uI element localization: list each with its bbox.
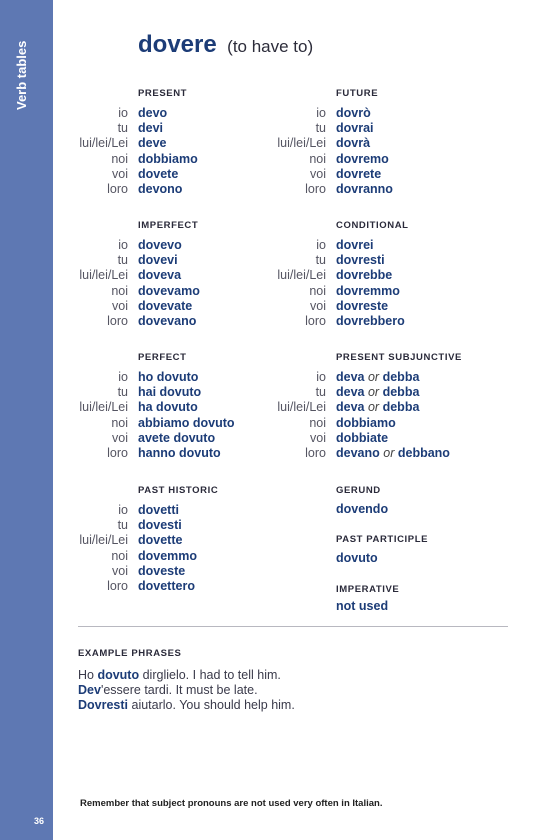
page-title — [138, 31, 313, 59]
section-divider — [78, 626, 508, 627]
verb-form: ho dovuto — [138, 370, 199, 384]
verb-form: deve — [138, 136, 167, 151]
tense-title: IMPERFECT — [138, 220, 199, 231]
pronoun: tu — [117, 121, 128, 136]
pronoun: lui/lei/Lei — [79, 268, 128, 283]
pronoun: lui/lei/Lei — [277, 268, 326, 283]
pronoun: io — [118, 503, 128, 517]
pronoun: lui/lei/Lei — [79, 533, 128, 548]
pronoun: io — [118, 106, 128, 120]
verb-form: devono — [138, 182, 183, 196]
verb-form: dovesti — [138, 518, 182, 533]
verb-form: ha dovuto — [138, 400, 198, 415]
verb-form: dovemmo — [138, 548, 198, 563]
pronoun: voi — [112, 166, 128, 181]
verb-form: doveste — [138, 563, 186, 578]
page-number: 36 — [34, 816, 45, 826]
pronoun: io — [316, 238, 326, 252]
verb-form: devo — [138, 106, 168, 120]
pronoun: loro — [107, 182, 128, 196]
pronoun: voi — [112, 430, 128, 445]
pronoun: io — [316, 370, 326, 384]
verb-form: devi — [138, 121, 164, 136]
pronoun: noi — [309, 283, 326, 298]
verb-meaning: (to have to) — [227, 37, 314, 56]
verb-form: deva or debba — [336, 385, 420, 400]
example-phrase: Ho dovuto dirglielo. I had to tell him. — [78, 668, 281, 682]
pronoun: lui/lei/Lei — [79, 400, 128, 415]
verb-form: dovevamo — [138, 283, 200, 298]
verb-form: dovrai — [336, 121, 374, 136]
verb-form: dovreste — [336, 298, 389, 313]
pronoun: loro — [107, 446, 128, 460]
pronoun: io — [118, 370, 128, 384]
verb-form: devano or debbano — [336, 446, 450, 460]
imperative-title: IMPERATIVE — [336, 584, 400, 595]
verb-infinitive: dovere — [138, 31, 217, 58]
pronoun: noi — [111, 151, 128, 166]
verb-form: dovettero — [138, 579, 195, 593]
tense-title: CONDITIONAL — [336, 220, 409, 231]
pronoun: noi — [309, 415, 326, 430]
verb-form: dobbiate — [336, 430, 389, 445]
verb-form: dobbiamo — [336, 415, 396, 430]
verb-form: dovette — [138, 533, 183, 548]
pronoun: tu — [117, 385, 128, 400]
example-phrase: Dev'essere tardi. It must be late. — [78, 683, 258, 697]
footnote: Remember that subject pronouns are not used very often in Italian. — [80, 798, 383, 809]
pronoun: noi — [111, 283, 128, 298]
verb-form: dovetti — [138, 503, 179, 517]
verb-form: dovremmo — [336, 283, 400, 298]
verb-form: dobbiamo — [138, 151, 198, 166]
gerund-title: GERUND — [336, 485, 381, 496]
example-phrases-title: EXAMPLE PHRASES — [78, 648, 182, 659]
imperative-value: not used — [336, 599, 389, 613]
example-phrase: Dovresti aiutarlo. You should help him. — [78, 698, 295, 712]
pronoun: voi — [112, 563, 128, 578]
pronoun: io — [118, 238, 128, 252]
verb-form: dovremo — [336, 151, 389, 166]
tense-title: PERFECT — [138, 352, 187, 363]
verb-form: dovrà — [336, 136, 371, 151]
gerund-value: dovendo — [336, 502, 389, 516]
pronoun: loro — [107, 314, 128, 328]
verb-form: hanno dovuto — [138, 446, 221, 460]
verb-form: doveva — [138, 268, 182, 283]
verb-form: dovete — [138, 166, 179, 181]
pronoun: loro — [107, 579, 128, 593]
pronoun: noi — [309, 151, 326, 166]
verb-form: dovrete — [336, 166, 382, 181]
verb-form: dovrei — [336, 238, 374, 252]
verb-form: dovevi — [138, 253, 178, 268]
pronoun: tu — [117, 518, 128, 533]
pronoun: loro — [305, 182, 326, 196]
pronoun: voi — [112, 298, 128, 313]
pronoun: loro — [305, 314, 326, 328]
verb-form: dovresti — [336, 253, 385, 268]
verb-form: dovevo — [138, 238, 182, 252]
tense-title: PRESENT — [138, 88, 188, 99]
verb-form: deva or debba — [336, 400, 420, 415]
verb-form: dovrebbero — [336, 314, 405, 328]
verb-form: avete dovuto — [138, 430, 216, 445]
past-participle-value: dovuto — [336, 551, 378, 565]
past-participle-title: PAST PARTICIPLE — [336, 534, 429, 545]
sidebar-label: Verb tables — [14, 40, 29, 110]
pronoun: noi — [111, 548, 128, 563]
pronoun: io — [316, 106, 326, 120]
pronoun: lui/lei/Lei — [277, 400, 326, 415]
pronoun: voi — [310, 298, 326, 313]
pronoun: voi — [310, 430, 326, 445]
verb-form: abbiamo dovuto — [138, 415, 235, 430]
tense-title: PRESENT SUBJUNCTIVE — [336, 352, 462, 363]
sidebar — [0, 0, 53, 840]
pronoun: noi — [111, 415, 128, 430]
pronoun: lui/lei/Lei — [277, 136, 326, 151]
verb-form: dovevate — [138, 298, 193, 313]
verb-form: hai dovuto — [138, 385, 202, 400]
pronoun: lui/lei/Lei — [79, 136, 128, 151]
pronoun: tu — [315, 253, 326, 268]
verb-form: deva or debba — [336, 370, 420, 384]
pronoun: loro — [305, 446, 326, 460]
verb-form: dovranno — [336, 182, 393, 196]
pronoun: tu — [315, 385, 326, 400]
verb-form: dovrò — [336, 106, 371, 120]
pronoun: tu — [117, 253, 128, 268]
verb-form: dovevano — [138, 314, 197, 328]
tense-title: PAST HISTORIC — [138, 485, 219, 496]
pronoun: tu — [315, 121, 326, 136]
pronoun: voi — [310, 166, 326, 181]
tense-title: FUTURE — [336, 88, 379, 99]
verb-form: dovrebbe — [336, 268, 393, 283]
